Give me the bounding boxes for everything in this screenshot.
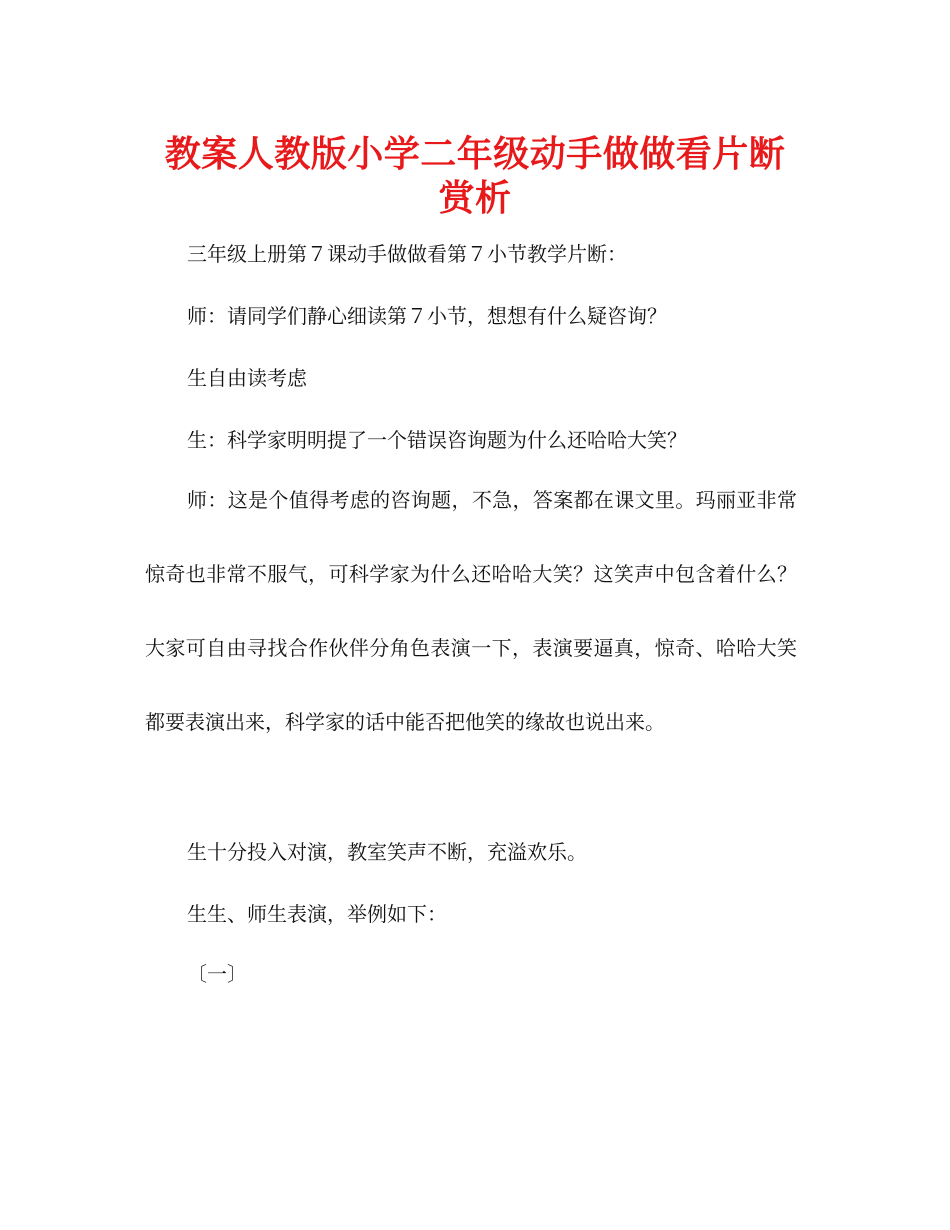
paragraph-teacher-answer: 师：这是个值得考虑的咨询题，不急，答案都在课文里。玛丽亚非常惊奇也非常不服气，可科学家为什么还哈哈大笑？这笑声中包含着什么？大家可自由寻找合作伙伴分角色表演一下，表演要逼真，惊奇、哈哈大笑都要表演出来，科学家的话中能否把他笑的缘故也说出来。 [145,488,797,734]
paragraph-students-read: 生自由读考虑 [187,366,307,390]
paragraph-teacher-question: 师：请同学们静心细读第７小节，想想有什么疑咨询？ [187,304,667,328]
paragraph-student-question: 生：科学家明明提了一个错误咨询题为什么还哈哈大笑？ [187,428,687,452]
paragraph-performance: 生十分投入对演，教室笑声不断，充溢欢乐。 [187,840,587,864]
paragraph-examples: 生生、师生表演，举例如下： [187,902,447,926]
paragraph-intro: 三年级上册第７课动手做做看第７小节教学片断： [187,242,627,266]
document-title: 教案人教版小学二年级动手做做看片断赏析 [164,134,786,219]
section-number: 〔一〕 [187,962,247,986]
